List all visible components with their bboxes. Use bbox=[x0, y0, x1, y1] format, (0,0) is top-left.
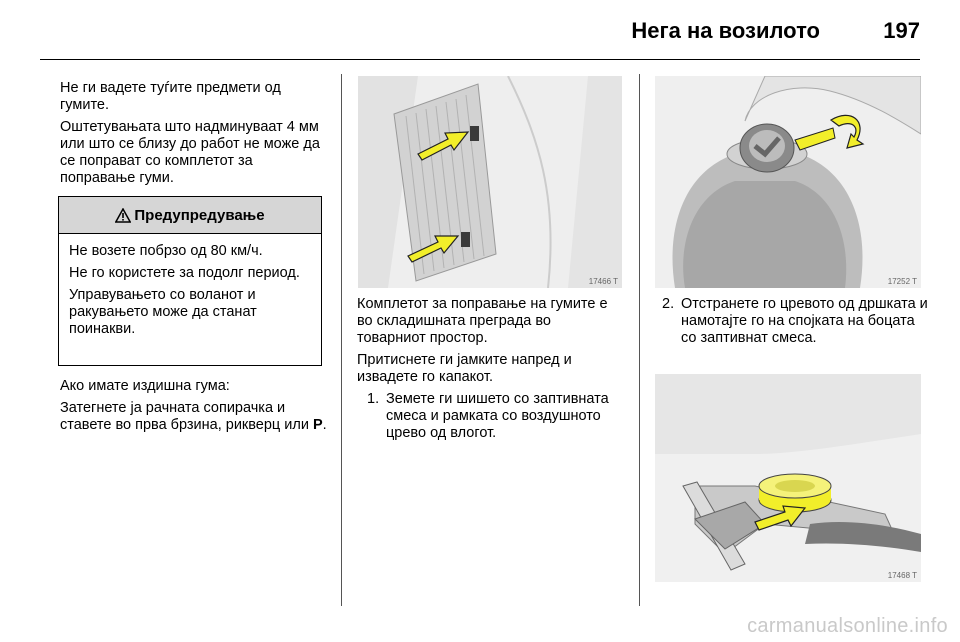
warning-item: Не возете побрзо од 80 км/ч. bbox=[69, 243, 263, 259]
column-1-intro bbox=[60, 80, 328, 192]
header-divider bbox=[40, 59, 920, 60]
step-number: 1. bbox=[367, 391, 380, 407]
figure-number: 17252 T bbox=[887, 277, 917, 286]
column-3-text bbox=[662, 296, 928, 347]
steps-list bbox=[662, 296, 928, 347]
figure-number: 17466 T bbox=[588, 277, 618, 286]
list-item bbox=[662, 296, 928, 347]
bottle-frame-illustration bbox=[655, 374, 921, 582]
warning-box bbox=[58, 196, 322, 366]
paragraph-remove-cover: Притиснете ги јамките напред и извадете го капакот. bbox=[357, 352, 572, 385]
figure-bottle-frame bbox=[655, 374, 921, 582]
page-title: Нега на возилото bbox=[631, 18, 820, 43]
warning-triangle-icon bbox=[115, 208, 131, 223]
page-number: 197 bbox=[883, 18, 920, 43]
step-number: 2. bbox=[662, 296, 675, 312]
step-text: Земете ги шишето со заптивната смеса и рамката со воздушното црево од влогот. bbox=[386, 391, 609, 441]
watermark: carmanualsonline.info bbox=[747, 615, 948, 637]
figure-number: 17468 T bbox=[887, 571, 917, 580]
step-text: Отстранете го цревото од дршката и намотајте го на спојката на боцата со заптивнат смеса. bbox=[681, 296, 928, 346]
warning-header bbox=[59, 197, 321, 234]
list-item bbox=[367, 391, 621, 442]
paragraph-kit-location: Комплетот за поправање на гумите е во складишната преграда во товарниот простор. bbox=[357, 296, 608, 346]
paragraph-foreign-objects: Не ги вадете туѓите предмети од гумите. bbox=[60, 80, 281, 113]
column-1-flat-tire bbox=[60, 378, 328, 439]
warning-item: Не го користете за подолг период. bbox=[69, 265, 300, 281]
hose-coupling-illustration bbox=[655, 76, 921, 288]
warning-body bbox=[59, 234, 321, 338]
figure-hose-coupling bbox=[655, 76, 921, 288]
column-divider-1 bbox=[341, 74, 342, 606]
paragraph-flat-tire: Ако имате издишна гума: bbox=[60, 378, 230, 394]
storage-compartment-illustration bbox=[358, 76, 622, 288]
paragraph-parking-brake: Затегнете ја рачната сопирачка и ставете во прва брзина, рикверц или P. bbox=[60, 400, 327, 433]
gear-p-label: P bbox=[312, 417, 323, 433]
column-divider-2 bbox=[639, 74, 640, 606]
steps-list bbox=[357, 391, 621, 442]
paragraph-damage-limit: Оштетувањата што надминуваат 4 мм или што се близу до работ не може да се поправат со комплетот за поправање гуми. bbox=[60, 119, 320, 186]
warning-item: Управувањето со воланот и ракувањето може да станат поинакви. bbox=[69, 287, 257, 337]
column-2-text bbox=[357, 296, 621, 442]
warning-title: Предупредување bbox=[134, 206, 265, 224]
figure-storage-compartment bbox=[358, 76, 622, 288]
